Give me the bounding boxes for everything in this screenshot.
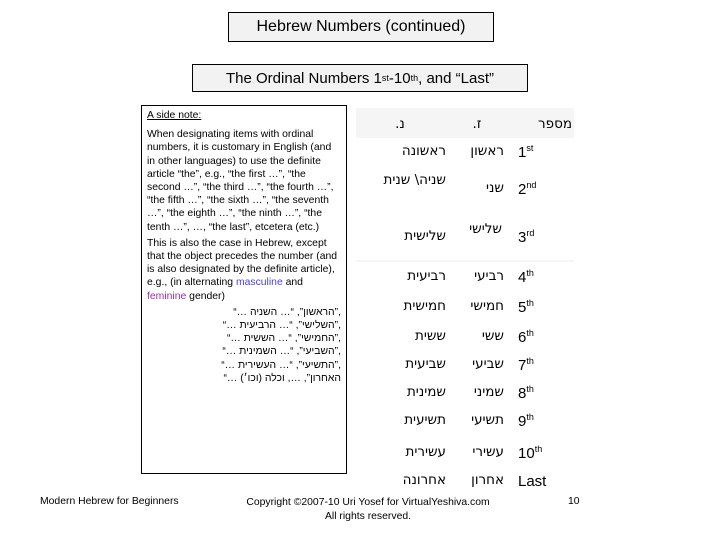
ordinal-digit: Last (518, 473, 547, 490)
example-line: “… התשיעי”, “… העשירית”, (221, 359, 341, 371)
ordinal-number (518, 298, 574, 316)
subtitle-pre: The Ordinal Numbers 1 (226, 69, 382, 87)
page-number: 10 (568, 496, 580, 507)
ordinal-digit: 3 (518, 229, 527, 246)
feminine-form: ששית (414, 328, 446, 344)
masculine-form: שלישי (469, 221, 502, 237)
ordinal-suffix: th (526, 384, 534, 394)
feminine-form: תשיעית (404, 412, 446, 428)
feminine-form: חמישית (403, 298, 446, 314)
masculine-form: שביעי (472, 356, 504, 372)
example-line: “… השלישי”, “… הרביעית”, (222, 320, 341, 332)
footer-copyright-block (208, 496, 528, 524)
ordinal-number (518, 472, 574, 490)
ordinal-digit: 6 (518, 329, 527, 346)
feminine-form: שמינית (406, 384, 446, 400)
masculine-label: masculine (235, 277, 283, 289)
side-note-para1: When designating items with ordinal numbers, it is customary in English (and in other languages) to use the definite article “the”, e.g., “the first …”, “the second …”, “the third …”, “the fourth …”, “the fifth …”, “the sixth …”, “the seventh …”, “the eighth …”, “the ninth …”, “the tenth …”, …, “the last”, etcetera (etc.) (147, 129, 334, 233)
ordinal-digit: 5 (518, 299, 527, 316)
table-shade (356, 260, 574, 262)
feminine-form: שלישית (404, 228, 446, 244)
ordinal-number (518, 268, 574, 286)
ordinal-number (518, 328, 574, 346)
side-note-para2 (147, 237, 341, 303)
masculine-form: חמישי (470, 298, 504, 314)
ordinal-number (518, 228, 574, 246)
ordinal-number (518, 180, 574, 198)
subtitle-sup1: st (381, 73, 389, 83)
feminine-form: אחרונה (402, 472, 446, 488)
example-line: “… החמישי”, “… הששית”, (226, 333, 341, 345)
ordinal-suffix: rd (526, 228, 535, 238)
example-line: “… הראשון”, “… השניה”, (233, 306, 341, 318)
page-title: Hebrew Numbers (continued) (228, 12, 494, 42)
ordinal-digit: 7 (518, 357, 527, 374)
ordinal-suffix: th (526, 298, 534, 308)
ordinal-digit: 8 (518, 385, 527, 402)
ordinal-suffix: nd (526, 180, 537, 190)
ordinal-digit: 1 (518, 144, 527, 161)
para2-a: This is also the case in Hebrew, except that the object precedes the number (and is also designated by the definite article), e.g., (in alternating (147, 237, 338, 289)
header-feminine: נ. (395, 116, 405, 132)
subtitle-sup2: th (410, 73, 419, 83)
subtitle-mid: -10 (388, 69, 411, 87)
masculine-form: שני (486, 180, 504, 196)
feminine-form: ראשונה (401, 143, 446, 159)
ordinal-digit: 2 (518, 181, 527, 198)
footer-rights: All rights reserved. (324, 511, 412, 522)
masculine-form: ששי (481, 328, 504, 344)
ordinal-digit: 4 (518, 269, 527, 286)
ordinal-suffix: th (526, 328, 534, 338)
feminine-form: עשירית (405, 444, 446, 460)
feminine-form: שביעית (405, 356, 446, 372)
ordinal-digit: 9 (518, 413, 527, 430)
masculine-form: ראשון (470, 143, 504, 159)
masculine-form: רביעי (474, 268, 504, 284)
example-line: “… האחרון”, …, וכלה (וכו׳) (223, 372, 341, 384)
feminine-form: שניה\ שנית (383, 172, 446, 188)
ordinal-suffix: th (526, 268, 534, 278)
ordinal-number (518, 143, 574, 161)
ordinal-suffix: th (526, 356, 534, 366)
side-note-box (141, 105, 347, 474)
ordinal-number (518, 444, 574, 462)
example-line: “… השביעי”, “… השמינית”, (222, 346, 341, 358)
masculine-form: אחרון (471, 472, 504, 488)
masculine-form: תשיעי (471, 412, 504, 428)
para2-and: and (282, 277, 303, 289)
ordinal-suffix: th (526, 412, 534, 422)
ordinal-suffix: th (534, 444, 543, 454)
ordinal-number (518, 356, 574, 374)
header-number: מספר (538, 116, 572, 132)
subtitle-post: , and “Last” (418, 69, 494, 87)
subtitle (192, 64, 528, 92)
footer-course: Modern Hebrew for Beginners (40, 496, 179, 507)
feminine-form: רביעית (407, 268, 446, 284)
para2-b: gender) (186, 290, 225, 302)
masculine-form: עשירי (472, 444, 504, 460)
footer-copyright: Copyright ©2007-10 Uri Yosef for VirtualYeshiva.com (246, 497, 490, 508)
ordinal-digit: 10 (518, 445, 535, 462)
side-note-heading: A side note: (147, 110, 202, 121)
feminine-label: feminine (147, 290, 187, 302)
ordinal-suffix: st (526, 143, 534, 153)
ordinal-number (518, 412, 574, 430)
header-masculine: ז. (472, 116, 482, 132)
masculine-form: שמיני (473, 384, 504, 400)
ordinal-number (518, 384, 574, 402)
